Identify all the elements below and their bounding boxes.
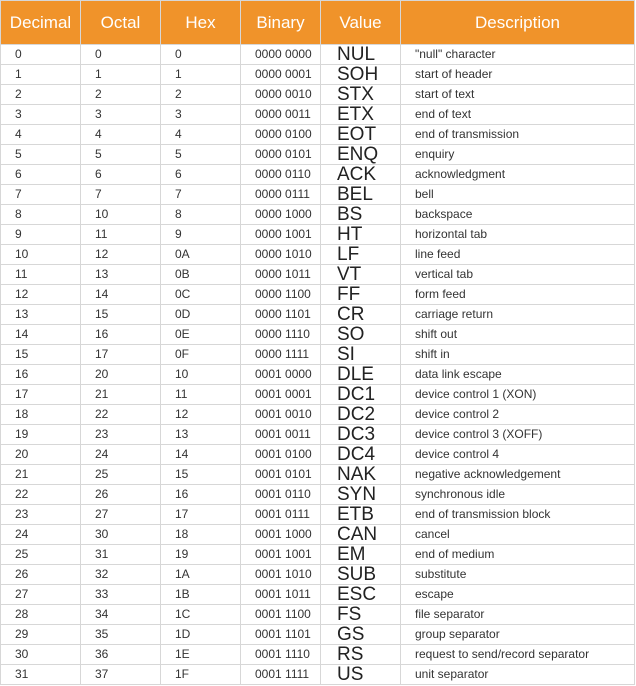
cell-binary: 0000 0011 (241, 105, 321, 125)
cell-hex: 1 (161, 65, 241, 85)
cell-octal: 12 (81, 245, 161, 265)
cell-binary: 0000 0110 (241, 165, 321, 185)
table-row (1, 185, 635, 205)
cell-hex: 3 (161, 105, 241, 125)
cell-octal: 17 (81, 345, 161, 365)
cell-hex: 4 (161, 125, 241, 145)
cell-binary: 0000 1001 (241, 225, 321, 245)
cell-hex: 8 (161, 205, 241, 225)
cell-description: request to send/record separator (401, 645, 635, 665)
table-row (1, 465, 635, 485)
cell-decimal: 23 (1, 505, 81, 525)
cell-decimal: 17 (1, 385, 81, 405)
cell-binary: 0001 1110 (241, 645, 321, 665)
cell-description: cancel (401, 525, 635, 545)
cell-binary: 0000 0001 (241, 65, 321, 85)
cell-value: LF (321, 245, 401, 265)
table-row (1, 365, 635, 385)
cell-description: data link escape (401, 365, 635, 385)
table-row (1, 125, 635, 145)
cell-description: acknowledgment (401, 165, 635, 185)
table-header (1, 1, 635, 45)
cell-description: horizontal tab (401, 225, 635, 245)
cell-value: RS (321, 645, 401, 665)
cell-value: CAN (321, 525, 401, 545)
cell-value: FF (321, 285, 401, 305)
cell-binary: 0000 1100 (241, 285, 321, 305)
cell-decimal: 21 (1, 465, 81, 485)
cell-decimal: 18 (1, 405, 81, 425)
cell-binary: 0000 1000 (241, 205, 321, 225)
table-row (1, 385, 635, 405)
table-row (1, 205, 635, 225)
cell-binary: 0001 0010 (241, 405, 321, 425)
cell-description: substitute (401, 565, 635, 585)
cell-octal: 24 (81, 445, 161, 465)
cell-decimal: 8 (1, 205, 81, 225)
header-description: Description (401, 1, 635, 45)
table-row (1, 565, 635, 585)
cell-decimal: 31 (1, 665, 81, 685)
cell-octal: 11 (81, 225, 161, 245)
cell-value: DC4 (321, 445, 401, 465)
cell-value: DLE (321, 365, 401, 385)
cell-decimal: 9 (1, 225, 81, 245)
cell-hex: 11 (161, 385, 241, 405)
cell-binary: 0001 1010 (241, 565, 321, 585)
cell-octal: 35 (81, 625, 161, 645)
cell-hex: 6 (161, 165, 241, 185)
cell-value: HT (321, 225, 401, 245)
cell-octal: 1 (81, 65, 161, 85)
table-row (1, 105, 635, 125)
cell-hex: 1A (161, 565, 241, 585)
cell-binary: 0001 1100 (241, 605, 321, 625)
cell-octal: 22 (81, 405, 161, 425)
cell-binary: 0000 1011 (241, 265, 321, 285)
cell-hex: 1B (161, 585, 241, 605)
cell-description: vertical tab (401, 265, 635, 285)
cell-hex: 18 (161, 525, 241, 545)
cell-octal: 26 (81, 485, 161, 505)
cell-value: BEL (321, 185, 401, 205)
table-row (1, 165, 635, 185)
cell-description: end of medium (401, 545, 635, 565)
cell-description: end of text (401, 105, 635, 125)
cell-value: SOH (321, 65, 401, 85)
cell-hex: 0D (161, 305, 241, 325)
cell-description: end of transmission (401, 125, 635, 145)
cell-binary: 0000 0111 (241, 185, 321, 205)
cell-value: SYN (321, 485, 401, 505)
cell-decimal: 19 (1, 425, 81, 445)
cell-value: NUL (321, 45, 401, 65)
cell-value: STX (321, 85, 401, 105)
cell-binary: 0001 0101 (241, 465, 321, 485)
table-row (1, 665, 635, 685)
cell-binary: 0000 0000 (241, 45, 321, 65)
cell-hex: 7 (161, 185, 241, 205)
cell-decimal: 28 (1, 605, 81, 625)
cell-hex: 10 (161, 365, 241, 385)
table-row (1, 605, 635, 625)
cell-octal: 16 (81, 325, 161, 345)
cell-description: device control 1 (XON) (401, 385, 635, 405)
cell-octal: 34 (81, 605, 161, 625)
cell-description: bell (401, 185, 635, 205)
table-row (1, 345, 635, 365)
header-octal: Octal (81, 1, 161, 45)
cell-value: EM (321, 545, 401, 565)
table-row (1, 545, 635, 565)
cell-binary: 0001 0011 (241, 425, 321, 445)
table-row (1, 405, 635, 425)
cell-value: DC1 (321, 385, 401, 405)
cell-decimal: 22 (1, 485, 81, 505)
table-body (1, 45, 635, 685)
cell-value: GS (321, 625, 401, 645)
cell-value: SO (321, 325, 401, 345)
cell-binary: 0001 1011 (241, 585, 321, 605)
cell-description: carriage return (401, 305, 635, 325)
cell-hex: 13 (161, 425, 241, 445)
cell-octal: 0 (81, 45, 161, 65)
cell-binary: 0001 1111 (241, 665, 321, 685)
cell-decimal: 29 (1, 625, 81, 645)
cell-description: backspace (401, 205, 635, 225)
cell-description: enquiry (401, 145, 635, 165)
cell-hex: 17 (161, 505, 241, 525)
cell-octal: 5 (81, 145, 161, 165)
cell-decimal: 16 (1, 365, 81, 385)
cell-octal: 23 (81, 425, 161, 445)
table-row (1, 645, 635, 665)
cell-description: escape (401, 585, 635, 605)
cell-description: unit separator (401, 665, 635, 685)
cell-binary: 0001 0100 (241, 445, 321, 465)
cell-description: device control 4 (401, 445, 635, 465)
cell-binary: 0001 1101 (241, 625, 321, 645)
table-row (1, 525, 635, 545)
cell-decimal: 12 (1, 285, 81, 305)
table-row (1, 625, 635, 645)
cell-value: VT (321, 265, 401, 285)
header-hex: Hex (161, 1, 241, 45)
cell-hex: 0F (161, 345, 241, 365)
cell-value: US (321, 665, 401, 685)
table-row (1, 145, 635, 165)
table-row (1, 225, 635, 245)
cell-binary: 0001 0001 (241, 385, 321, 405)
cell-hex: 19 (161, 545, 241, 565)
cell-binary: 0000 1010 (241, 245, 321, 265)
cell-octal: 14 (81, 285, 161, 305)
cell-decimal: 25 (1, 545, 81, 565)
table-row (1, 505, 635, 525)
cell-description: line feed (401, 245, 635, 265)
table-row (1, 65, 635, 85)
cell-hex: 0B (161, 265, 241, 285)
cell-hex: 14 (161, 445, 241, 465)
cell-hex: 2 (161, 85, 241, 105)
table-row (1, 245, 635, 265)
cell-value: EOT (321, 125, 401, 145)
cell-decimal: 1 (1, 65, 81, 85)
cell-decimal: 6 (1, 165, 81, 185)
cell-hex: 9 (161, 225, 241, 245)
cell-decimal: 5 (1, 145, 81, 165)
cell-value: SUB (321, 565, 401, 585)
cell-value: ESC (321, 585, 401, 605)
cell-decimal: 4 (1, 125, 81, 145)
table-row (1, 85, 635, 105)
cell-binary: 0001 1000 (241, 525, 321, 545)
cell-description: device control 3 (XOFF) (401, 425, 635, 445)
cell-value: DC3 (321, 425, 401, 445)
cell-octal: 10 (81, 205, 161, 225)
cell-description: "null" character (401, 45, 635, 65)
cell-hex: 0C (161, 285, 241, 305)
table-row (1, 305, 635, 325)
cell-binary: 0000 0101 (241, 145, 321, 165)
cell-value: BS (321, 205, 401, 225)
cell-value: ETX (321, 105, 401, 125)
cell-decimal: 26 (1, 565, 81, 585)
cell-value: CR (321, 305, 401, 325)
cell-hex: 0 (161, 45, 241, 65)
cell-hex: 12 (161, 405, 241, 425)
cell-hex: 15 (161, 465, 241, 485)
cell-description: start of header (401, 65, 635, 85)
table-row (1, 485, 635, 505)
cell-description: form feed (401, 285, 635, 305)
cell-decimal: 24 (1, 525, 81, 545)
cell-octal: 2 (81, 85, 161, 105)
header-row (1, 1, 635, 45)
cell-description: start of text (401, 85, 635, 105)
header-value: Value (321, 1, 401, 45)
cell-value: ACK (321, 165, 401, 185)
cell-binary: 0001 0000 (241, 365, 321, 385)
cell-decimal: 2 (1, 85, 81, 105)
cell-value: DC2 (321, 405, 401, 425)
cell-hex: 5 (161, 145, 241, 165)
cell-value: ENQ (321, 145, 401, 165)
cell-decimal: 3 (1, 105, 81, 125)
cell-binary: 0001 0111 (241, 505, 321, 525)
cell-binary: 0000 1110 (241, 325, 321, 345)
cell-description: file separator (401, 605, 635, 625)
cell-decimal: 7 (1, 185, 81, 205)
cell-binary: 0001 0110 (241, 485, 321, 505)
cell-decimal: 27 (1, 585, 81, 605)
table-row (1, 265, 635, 285)
cell-octal: 13 (81, 265, 161, 285)
cell-decimal: 0 (1, 45, 81, 65)
cell-hex: 1C (161, 605, 241, 625)
cell-binary: 0000 1111 (241, 345, 321, 365)
cell-octal: 30 (81, 525, 161, 545)
cell-hex: 16 (161, 485, 241, 505)
table-row (1, 285, 635, 305)
cell-octal: 15 (81, 305, 161, 325)
cell-octal: 20 (81, 365, 161, 385)
cell-decimal: 10 (1, 245, 81, 265)
cell-decimal: 30 (1, 645, 81, 665)
table-row (1, 325, 635, 345)
cell-description: device control 2 (401, 405, 635, 425)
cell-description: group separator (401, 625, 635, 645)
cell-hex: 0E (161, 325, 241, 345)
header-decimal: Decimal (1, 1, 81, 45)
cell-decimal: 15 (1, 345, 81, 365)
cell-octal: 33 (81, 585, 161, 605)
cell-binary: 0000 0100 (241, 125, 321, 145)
cell-hex: 1E (161, 645, 241, 665)
cell-octal: 27 (81, 505, 161, 525)
table-row (1, 585, 635, 605)
cell-decimal: 13 (1, 305, 81, 325)
cell-octal: 21 (81, 385, 161, 405)
cell-hex: 1D (161, 625, 241, 645)
cell-octal: 25 (81, 465, 161, 485)
cell-octal: 31 (81, 545, 161, 565)
cell-binary: 0001 1001 (241, 545, 321, 565)
table-row (1, 445, 635, 465)
cell-description: synchronous idle (401, 485, 635, 505)
cell-value: ETB (321, 505, 401, 525)
cell-octal: 6 (81, 165, 161, 185)
cell-octal: 37 (81, 665, 161, 685)
cell-hex: 0A (161, 245, 241, 265)
cell-description: shift out (401, 325, 635, 345)
cell-binary: 0000 1101 (241, 305, 321, 325)
cell-binary: 0000 0010 (241, 85, 321, 105)
cell-octal: 32 (81, 565, 161, 585)
cell-description: negative acknowledgement (401, 465, 635, 485)
cell-description: shift in (401, 345, 635, 365)
cell-decimal: 14 (1, 325, 81, 345)
cell-octal: 3 (81, 105, 161, 125)
cell-octal: 7 (81, 185, 161, 205)
cell-value: NAK (321, 465, 401, 485)
table-row (1, 425, 635, 445)
header-binary: Binary (241, 1, 321, 45)
cell-description: end of transmission block (401, 505, 635, 525)
cell-decimal: 11 (1, 265, 81, 285)
cell-value: SI (321, 345, 401, 365)
table-row (1, 45, 635, 65)
cell-octal: 36 (81, 645, 161, 665)
cell-value: FS (321, 605, 401, 625)
cell-decimal: 20 (1, 445, 81, 465)
cell-hex: 1F (161, 665, 241, 685)
cell-octal: 4 (81, 125, 161, 145)
